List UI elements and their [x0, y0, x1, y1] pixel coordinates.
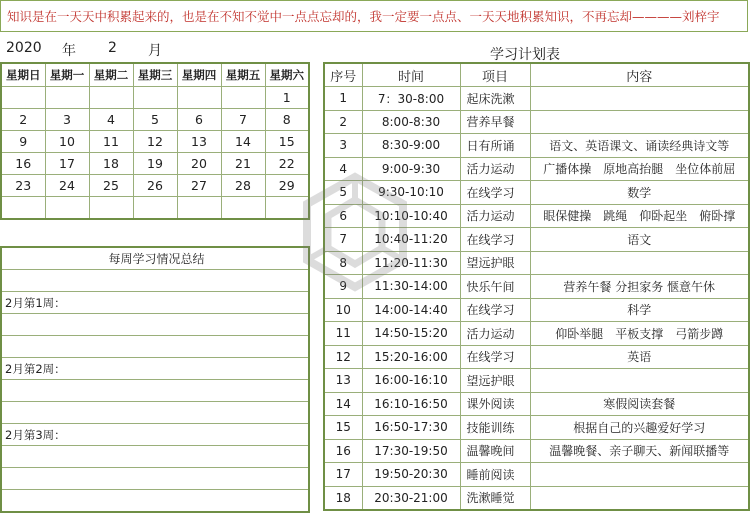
calendar-day: 19 — [133, 153, 177, 175]
plan-item: 课外阅读 — [460, 392, 530, 416]
calendar-day: 15 — [265, 131, 309, 153]
plan-index: 4 — [324, 157, 362, 181]
plan-time: 10:10-10:40 — [362, 204, 460, 228]
weekday-header: 星期日 — [1, 63, 45, 87]
plan-row — [324, 134, 749, 158]
summary-cell — [1, 446, 309, 468]
calendar-day: 8 — [265, 109, 309, 131]
summary-cell — [1, 314, 309, 336]
plan-index: 3 — [324, 134, 362, 158]
weekday-header: 星期六 — [265, 63, 309, 87]
summary-row — [1, 336, 309, 358]
calendar-day — [45, 197, 89, 220]
calendar-day — [89, 87, 133, 109]
plan-time: 16:50-17:30 — [362, 416, 460, 440]
plan-item: 在线学习 — [460, 181, 530, 205]
plan-row — [324, 416, 749, 440]
plan-content — [530, 369, 749, 393]
year-unit: 年 — [62, 43, 76, 59]
summary-cell — [1, 380, 309, 402]
weekday-header: 星期三 — [133, 63, 177, 87]
summary-row — [1, 402, 309, 424]
plan-column-header: 项目 — [460, 63, 530, 87]
plan-time: 17:30-19:50 — [362, 439, 460, 463]
plan-time: 9:30-10:10 — [362, 181, 460, 205]
plan-item: 活力运动 — [460, 157, 530, 181]
plan-column-header: 时间 — [362, 63, 460, 87]
plan-index: 14 — [324, 392, 362, 416]
calendar-day: 24 — [45, 175, 89, 197]
plan-content: 语文、英语课文、诵读经典诗文等 — [530, 134, 749, 158]
plan-time: 14:00-14:40 — [362, 298, 460, 322]
summary-cell: 2月第1周： — [1, 292, 309, 314]
plan-time: 14:50-15:20 — [362, 322, 460, 346]
weekly-summary-table — [0, 246, 310, 513]
plan-index: 8 — [324, 251, 362, 275]
summary-cell — [1, 336, 309, 358]
summary-row — [1, 270, 309, 292]
calendar-day — [221, 87, 265, 109]
plan-row — [324, 110, 749, 134]
plan-time: 11:30-14:00 — [362, 275, 460, 299]
plan-content: 根据自己的兴趣爱好学习 — [530, 416, 749, 440]
calendar-day: 28 — [221, 175, 265, 197]
summary-cell — [1, 468, 309, 490]
plan-row — [324, 439, 749, 463]
plan-row — [324, 204, 749, 228]
calendar-table — [0, 62, 310, 220]
summary-row — [1, 358, 309, 380]
summary-row — [1, 292, 309, 314]
plan-index: 6 — [324, 204, 362, 228]
calendar-day — [177, 197, 221, 220]
plan-row — [324, 322, 749, 346]
summary-cell — [1, 270, 309, 292]
calendar-day: 14 — [221, 131, 265, 153]
plan-time: 20:30-21:00 — [362, 486, 460, 510]
plan-item: 望远护眼 — [460, 369, 530, 393]
calendar-day: 29 — [265, 175, 309, 197]
calendar-day: 5 — [133, 109, 177, 131]
plan-row — [324, 369, 749, 393]
plan-content: 英语 — [530, 345, 749, 369]
plan-item: 睡前阅读 — [460, 463, 530, 487]
plan-item: 在线学习 — [460, 345, 530, 369]
plan-time: 8:00-8:30 — [362, 110, 460, 134]
plan-row — [324, 157, 749, 181]
plan-column-header: 内容 — [530, 63, 749, 87]
calendar-day: 16 — [1, 153, 45, 175]
month-unit: 月 — [148, 43, 162, 59]
plan-row — [324, 181, 749, 205]
plan-content: 温馨晚餐、亲子聊天、新闻联播等 — [530, 439, 749, 463]
plan-row — [324, 463, 749, 487]
calendar-day: 11 — [89, 131, 133, 153]
calendar-day: 21 — [221, 153, 265, 175]
plan-item: 在线学习 — [460, 298, 530, 322]
calendar-week — [1, 197, 309, 220]
plan-time: 10:40-11:20 — [362, 228, 460, 252]
calendar-day: 10 — [45, 131, 89, 153]
plan-content: 寒假阅读套餐 — [530, 392, 749, 416]
plan-row — [324, 87, 749, 111]
plan-time: 7：30-8:00 — [362, 87, 460, 111]
plan-item: 活力运动 — [460, 204, 530, 228]
plan-content: 科学 — [530, 298, 749, 322]
calendar-day: 12 — [133, 131, 177, 153]
motto-banner: 知识是在一天天中积累起来的，也是在不知不觉中一点点忘却的，我一定要一点点、一天天地积累知识，不再忘却————刘梓宇 — [0, 0, 748, 32]
plan-item: 起床洗漱 — [460, 87, 530, 111]
plan-content — [530, 486, 749, 510]
calendar-day: 13 — [177, 131, 221, 153]
calendar-day: 1 — [265, 87, 309, 109]
calendar-day — [45, 87, 89, 109]
calendar-week — [1, 109, 309, 131]
plan-row — [324, 392, 749, 416]
plan-item: 望远护眼 — [460, 251, 530, 275]
weekday-header: 星期二 — [89, 63, 133, 87]
calendar-week — [1, 153, 309, 175]
calendar-day: 27 — [177, 175, 221, 197]
calendar-day: 23 — [1, 175, 45, 197]
plan-row — [324, 275, 749, 299]
summary-row — [1, 490, 309, 513]
plan-row — [324, 298, 749, 322]
calendar-day: 25 — [89, 175, 133, 197]
calendar-day: 18 — [89, 153, 133, 175]
plan-time: 11:20-11:30 — [362, 251, 460, 275]
weekday-header: 星期五 — [221, 63, 265, 87]
plan-time: 15:20-16:00 — [362, 345, 460, 369]
summary-cell: 2月第2周： — [1, 358, 309, 380]
plan-item: 活力运动 — [460, 322, 530, 346]
plan-index: 13 — [324, 369, 362, 393]
calendar-day — [221, 197, 265, 220]
study-plan-table — [323, 62, 750, 511]
calendar-day: 6 — [177, 109, 221, 131]
plan-item: 洗漱睡觉 — [460, 486, 530, 510]
plan-title: 学习计划表 — [490, 47, 560, 63]
summary-cell — [1, 490, 309, 513]
plan-time: 16:10-16:50 — [362, 392, 460, 416]
summary-row — [1, 380, 309, 402]
calendar-day — [133, 87, 177, 109]
plan-time: 8:30-9:00 — [362, 134, 460, 158]
plan-item: 技能训练 — [460, 416, 530, 440]
weekday-header: 星期四 — [177, 63, 221, 87]
plan-time: 16:00-16:10 — [362, 369, 460, 393]
summary-row — [1, 468, 309, 490]
plan-index: 10 — [324, 298, 362, 322]
calendar-day: 2 — [1, 109, 45, 131]
plan-column-header: 序号 — [324, 63, 362, 87]
summary-cell — [1, 402, 309, 424]
calendar-day — [1, 197, 45, 220]
calendar-day: 26 — [133, 175, 177, 197]
plan-time: 19:50-20:30 — [362, 463, 460, 487]
summary-row — [1, 424, 309, 446]
plan-content: 语文 — [530, 228, 749, 252]
calendar-day: 22 — [265, 153, 309, 175]
plan-index: 17 — [324, 463, 362, 487]
calendar-day — [177, 87, 221, 109]
plan-content — [530, 87, 749, 111]
plan-row — [324, 486, 749, 510]
year-month-header — [0, 40, 310, 60]
calendar-day — [133, 197, 177, 220]
calendar-day: 20 — [177, 153, 221, 175]
plan-row — [324, 251, 749, 275]
plan-index: 5 — [324, 181, 362, 205]
plan-item: 在线学习 — [460, 228, 530, 252]
month-value: 2 — [108, 40, 117, 56]
year-value: 2020 — [6, 40, 42, 56]
plan-item: 温馨晚间 — [460, 439, 530, 463]
plan-index: 2 — [324, 110, 362, 134]
plan-item: 快乐午间 — [460, 275, 530, 299]
plan-content: 广播体操 原地高抬腿 坐位体前屈 — [530, 157, 749, 181]
weekday-header: 星期一 — [45, 63, 89, 87]
plan-index: 9 — [324, 275, 362, 299]
plan-index: 1 — [324, 87, 362, 111]
plan-index: 16 — [324, 439, 362, 463]
calendar-day: 9 — [1, 131, 45, 153]
summary-row — [1, 446, 309, 468]
plan-item: 日有所诵 — [460, 134, 530, 158]
plan-item: 营养早餐 — [460, 110, 530, 134]
calendar-week — [1, 87, 309, 109]
calendar-week — [1, 131, 309, 153]
calendar-day — [89, 197, 133, 220]
summary-cell: 2月第3周： — [1, 424, 309, 446]
plan-index: 11 — [324, 322, 362, 346]
plan-index: 7 — [324, 228, 362, 252]
plan-time: 9:00-9:30 — [362, 157, 460, 181]
plan-index: 18 — [324, 486, 362, 510]
summary-title: 每周学习情况总结 — [1, 247, 309, 270]
plan-content: 营养午餐 分担家务 惬意午休 — [530, 275, 749, 299]
plan-content: 仰卧举腿 平板支撑 弓箭步蹲 — [530, 322, 749, 346]
plan-row — [324, 228, 749, 252]
calendar-day: 7 — [221, 109, 265, 131]
calendar-week — [1, 175, 309, 197]
summary-row — [1, 314, 309, 336]
plan-content: 数学 — [530, 181, 749, 205]
plan-index: 12 — [324, 345, 362, 369]
plan-content — [530, 110, 749, 134]
plan-row — [324, 345, 749, 369]
plan-content — [530, 251, 749, 275]
calendar-day: 17 — [45, 153, 89, 175]
plan-index: 15 — [324, 416, 362, 440]
calendar-day: 3 — [45, 109, 89, 131]
calendar-day — [1, 87, 45, 109]
calendar-day: 4 — [89, 109, 133, 131]
plan-content: 眼保健操 跳绳 仰卧起坐 俯卧撑 — [530, 204, 749, 228]
plan-content — [530, 463, 749, 487]
calendar-day — [265, 197, 309, 220]
